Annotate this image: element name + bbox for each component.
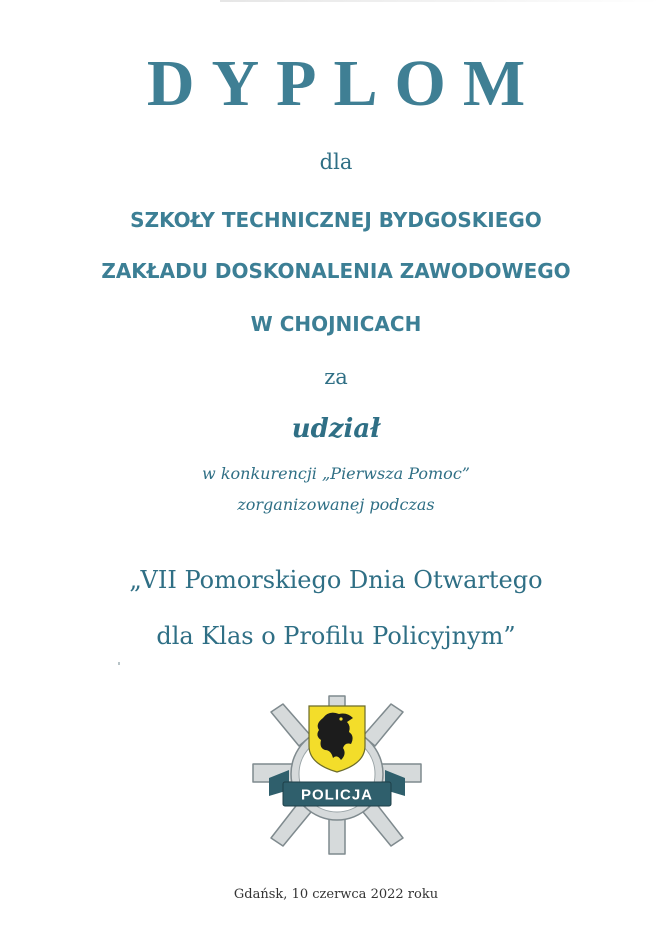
event-line-1: „VII Pomorskiego Dnia Otwartego [129, 566, 543, 594]
competition-line: w konkurencji „Pierwsza Pomoc” [202, 464, 470, 483]
police-star-griffin-icon [249, 692, 425, 858]
place-date: Gdańsk, 10 czerwca 2022 roku [233, 887, 439, 902]
scan-speck [118, 662, 120, 665]
institution-line-2: ZAKŁADU DOSKONALENIA ZAWODOWEGO [101, 259, 571, 283]
griffin-shield [309, 706, 365, 772]
institution-line-1: SZKOŁY TECHNICZNEJ BYDGOSKIEGO [130, 208, 542, 232]
organized-line: zorganizowanej podczas [237, 495, 435, 514]
reason-word: za [324, 365, 348, 389]
police-label: POLICJA [300, 786, 374, 804]
for-word: dla [319, 150, 353, 174]
diploma-title: DYPLOM [146, 47, 543, 120]
institution-line-3: W CHOJNICACH [250, 312, 422, 336]
achievement: udział [291, 414, 381, 444]
scan-edge [220, 0, 660, 2]
event-line-2: dla Klas o Profilu Policyjnym” [156, 622, 516, 650]
